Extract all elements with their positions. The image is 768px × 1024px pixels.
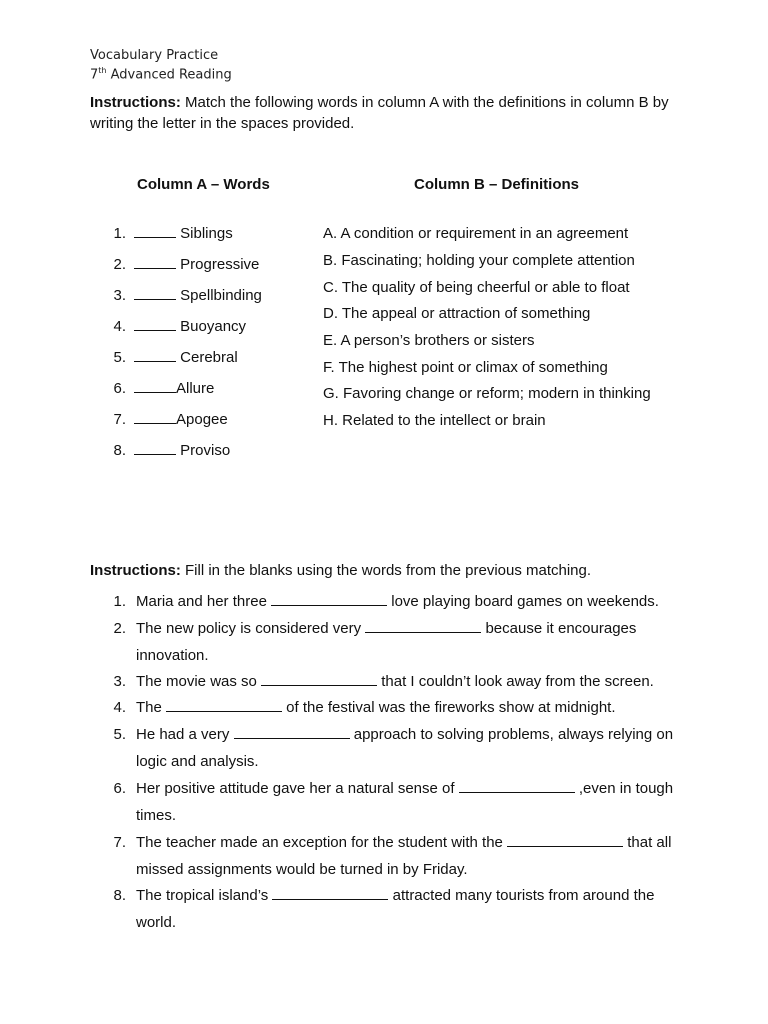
- word-item: 6. Allure: [113, 380, 215, 397]
- fill-item: 1. Maria and her three love playing board games on weekends.: [113, 593, 659, 610]
- fill-item: 5. He had a very approach to solving problems, always relying on logic and analysis.: [113, 726, 674, 770]
- worksheet-title: Vocabulary Practice: [90, 48, 219, 63]
- instructions-label: Instructions:: [90, 94, 181, 111]
- definition-item: E. A person’s brothers or sisters: [323, 332, 535, 349]
- word-item: 3. Spellbinding: [113, 287, 262, 304]
- fill-blank[interactable]: [271, 604, 387, 606]
- answer-blank[interactable]: [134, 298, 176, 300]
- word-item: 4. Buoyancy: [113, 318, 247, 335]
- word-item: 2. Progressive: [113, 256, 260, 273]
- fill-blank[interactable]: [166, 710, 282, 712]
- column-b-heading: Column B – Definitions: [414, 176, 579, 193]
- answer-blank[interactable]: [134, 267, 176, 269]
- fill-blank[interactable]: [234, 737, 350, 739]
- fill-in-instructions: [90, 560, 690, 581]
- column-a-heading: Column A – Words: [137, 176, 270, 193]
- definition-item: A. A condition or requirement in an agreement: [323, 225, 629, 242]
- fill-item: 2. The new policy is considered very because it encourages innovation.: [113, 620, 637, 664]
- definition-item: F. The highest point or climax of something: [323, 359, 608, 376]
- fill-blank[interactable]: [507, 845, 623, 847]
- instructions-text: Match the following words in column A with the definitions in column B by writing the letter in the spaces provided.: [90, 94, 669, 132]
- instructions-text: Fill in the blanks using the words from the previous matching.: [180, 562, 592, 579]
- word-item: 5. Cerebral: [113, 349, 238, 366]
- definition-item: G. Favoring change or reform; modern in thinking: [323, 385, 651, 402]
- fill-item: 4. The of the festival was the fireworks show at midnight.: [113, 699, 616, 716]
- answer-blank[interactable]: [134, 360, 176, 362]
- fill-blank[interactable]: [272, 898, 388, 900]
- fill-item: 6. Her positive attitude gave her a natural sense of ,even in tough times.: [113, 780, 674, 824]
- answer-blank[interactable]: [134, 453, 176, 455]
- class-label: Advanced Reading: [106, 67, 232, 83]
- definition-item: B. Fascinating; holding your complete attention: [323, 252, 635, 269]
- answer-blank[interactable]: [134, 329, 176, 331]
- instructions-label: Instructions:: [90, 562, 181, 579]
- grade-number: 7: [90, 67, 99, 83]
- answer-blank[interactable]: [134, 422, 176, 424]
- definition-item: D. The appeal or attraction of something: [323, 305, 591, 322]
- definition-item: C. The quality of being cheerful or able to float: [323, 279, 630, 296]
- fill-item: 8. The tropical island’s attracted many tourists from around the world.: [113, 887, 655, 931]
- answer-blank[interactable]: [134, 236, 176, 238]
- fill-item: 7. The teacher made an exception for the student with the that all missed assignments would be turned in by Friday.: [113, 834, 672, 878]
- grade-superscript: th: [98, 66, 107, 75]
- answer-blank[interactable]: [134, 391, 176, 393]
- definition-item: H. Related to the intellect or brain: [323, 412, 546, 429]
- fill-blank[interactable]: [261, 684, 377, 686]
- fill-item: 3. The movie was so that I couldn’t look away from the screen.: [113, 673, 654, 690]
- word-item: 1. Siblings: [113, 225, 233, 242]
- word-item: 7. Apogee: [113, 411, 228, 428]
- matching-instructions: [90, 92, 690, 134]
- fill-blank[interactable]: [459, 791, 575, 793]
- word-item: 8. Proviso: [113, 442, 231, 459]
- class-name: [90, 66, 232, 82]
- fill-blank[interactable]: [365, 631, 481, 633]
